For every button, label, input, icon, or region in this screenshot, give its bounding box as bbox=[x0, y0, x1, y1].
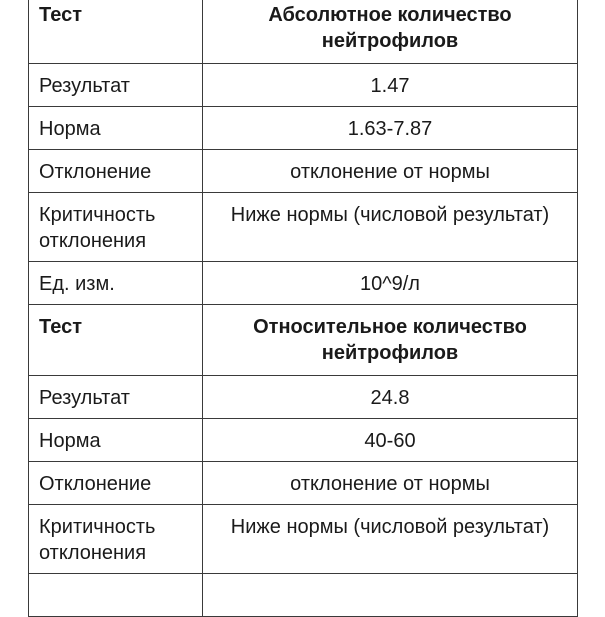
row-value: отклонение от нормы bbox=[203, 462, 578, 505]
row-label: Результат bbox=[29, 376, 203, 419]
row-value: 10^9/л bbox=[203, 262, 578, 305]
row-label: Норма bbox=[29, 107, 203, 150]
table-row bbox=[29, 419, 578, 462]
row-value: Ниже нормы (числовой результат) bbox=[203, 193, 578, 262]
test-header-row bbox=[29, 0, 578, 64]
row-value: 1.47 bbox=[203, 64, 578, 107]
row-label: Норма bbox=[29, 419, 203, 462]
table-row bbox=[29, 574, 578, 617]
table-row bbox=[29, 262, 578, 305]
lab-results-table bbox=[28, 0, 578, 617]
row-value: 24.8 bbox=[203, 376, 578, 419]
row-label bbox=[29, 574, 203, 617]
table-row bbox=[29, 150, 578, 193]
table-row bbox=[29, 64, 578, 107]
row-label: Критичность отклонения bbox=[29, 193, 203, 262]
row-label: Отклонение bbox=[29, 150, 203, 193]
row-value: 1.63-7.87 bbox=[203, 107, 578, 150]
row-value: 40-60 bbox=[203, 419, 578, 462]
test-name: Абсолютное количество нейтрофилов bbox=[203, 0, 578, 64]
test-header-row bbox=[29, 305, 578, 376]
table-row bbox=[29, 462, 578, 505]
row-label: Результат bbox=[29, 64, 203, 107]
table-row bbox=[29, 376, 578, 419]
table-row bbox=[29, 505, 578, 574]
test-header-label: Тест bbox=[29, 305, 203, 376]
table-row bbox=[29, 193, 578, 262]
row-value: Ниже нормы (числовой результат) bbox=[203, 505, 578, 574]
test-header-label: Тест bbox=[29, 0, 203, 64]
row-label: Ед. изм. bbox=[29, 262, 203, 305]
test-name: Относительное количество нейтрофилов bbox=[203, 305, 578, 376]
table-row bbox=[29, 107, 578, 150]
row-value bbox=[203, 574, 578, 617]
row-label: Критичность отклонения bbox=[29, 505, 203, 574]
row-label: Отклонение bbox=[29, 462, 203, 505]
row-value: отклонение от нормы bbox=[203, 150, 578, 193]
